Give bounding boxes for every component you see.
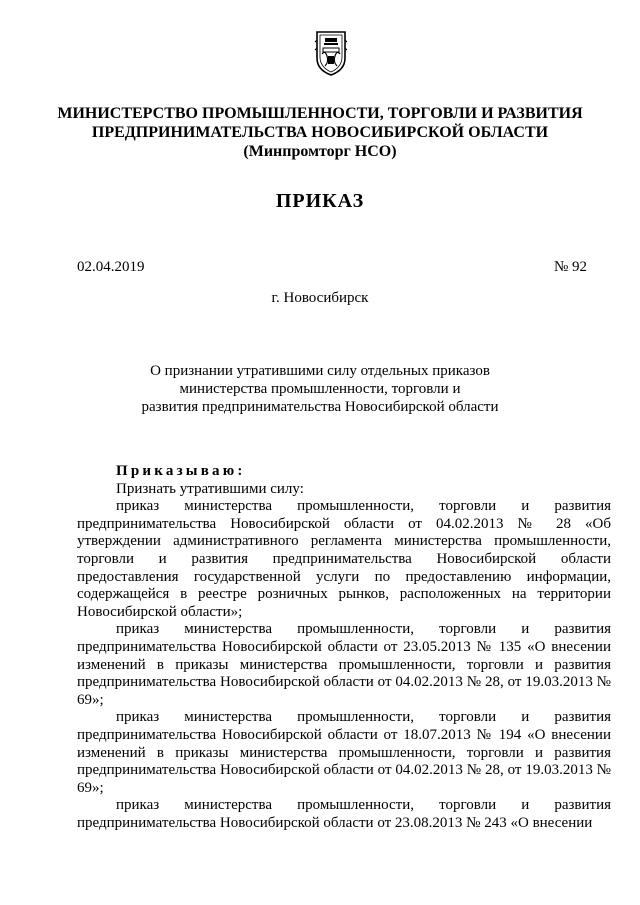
document-date: 02.04.2019 <box>77 259 145 275</box>
document-body <box>77 463 611 832</box>
order-intro: Признать утратившими силу: <box>116 480 304 497</box>
coat-of-arms-icon <box>313 28 349 78</box>
repealed-item-1: приказ министерства промышленности, торговли и развития предпринимательства Новосибирской области от 04.02.2013 № 28 «Об утверждении административного регламента министерства промышленности, торговли и развития предпринимательства Новосибирской области предоставления государственной услуги по предоставлению информации, содержащейся в реестре розничных рынков, расположенных на территории Новосибирской области»; <box>77 498 611 620</box>
document-type-title: ПРИКАЗ <box>275 190 365 212</box>
subject-line-2: министерства промышленности, торговли и <box>179 381 461 397</box>
document-city: г. Новосибирск <box>271 290 369 306</box>
repealed-item-4: приказ министерства промышленности, торговли и развития предпринимательства Новосибирской области от 23.08.2013 № 243 «О внесении <box>77 797 611 831</box>
document-subject <box>100 362 540 416</box>
subject-line-3: развития предпринимательства Новосибирской области <box>141 399 499 415</box>
header-line-2: ПРЕДПРИНИМАТЕЛЬСТВА НОВОСИБИРСКОЙ ОБЛАСТИ <box>91 124 549 141</box>
ministry-header <box>40 104 600 161</box>
header-line-3: (Минпромторг НСО) <box>243 143 397 160</box>
header-line-1: МИНИСТЕРСТВО ПРОМЫШЛЕННОСТИ, ТОРГОВЛИ И РАЗВИТИЯ <box>57 105 583 122</box>
order-word: Приказываю: <box>116 463 246 479</box>
document-number: № 92 <box>553 259 587 275</box>
repealed-item-3: приказ министерства промышленности, торговли и развития предпринимательства Новосибирской области от 18.07.2013 № 194 «О внесении изменений в приказы министерства промышленности, торговли и развития предпринимательства Новосибирской области от 04.02.2013 № 28, от 19.03.2013 № 69»; <box>77 709 611 796</box>
subject-line-1: О признании утратившими силу отдельных приказов <box>150 363 490 379</box>
repealed-item-2: приказ министерства промышленности, торговли и развития предпринимательства Новосибирской области от 23.05.2013 № 135 «О внесении изменений в приказы министерства промышленности, торговли и развития предпринимательства Новосибирской области от 04.02.2013 № 28, от 19.03.2013 № 69»; <box>77 621 611 708</box>
